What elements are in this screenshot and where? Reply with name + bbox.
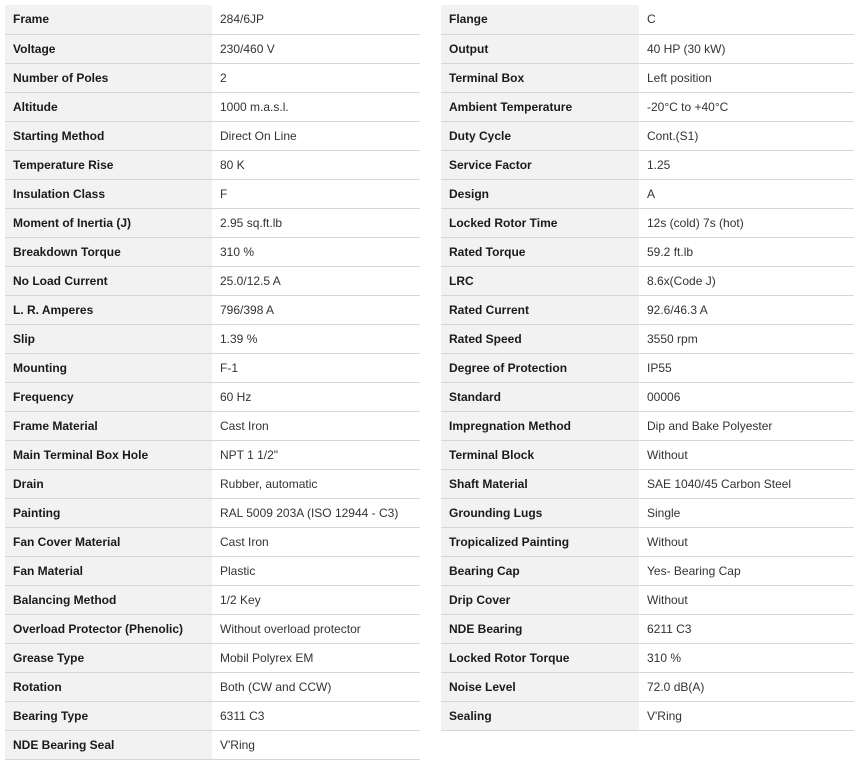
spec-value: 230/460 V — [212, 34, 420, 63]
spec-value: Both (CW and CCW) — [212, 672, 420, 701]
spec-value: C — [639, 5, 854, 34]
spec-label: Output — [441, 34, 639, 63]
spec-row — [441, 63, 854, 92]
spec-row — [441, 353, 854, 382]
spec-value: 1000 m.a.s.l. — [212, 92, 420, 121]
spec-label: L. R. Amperes — [5, 295, 212, 324]
spec-label: Shaft Material — [441, 469, 639, 498]
spec-label: Degree of Protection — [441, 353, 639, 382]
spec-value: Without — [639, 440, 854, 469]
spec-label: Frequency — [5, 382, 212, 411]
spec-label: Rated Speed — [441, 324, 639, 353]
spec-label: Slip — [5, 324, 212, 353]
spec-value: 92.6/46.3 A — [639, 295, 854, 324]
spec-label: Altitude — [5, 92, 212, 121]
spec-value: 796/398 A — [212, 295, 420, 324]
spec-row — [5, 266, 420, 295]
spec-value: Cast Iron — [212, 411, 420, 440]
spec-label: Breakdown Torque — [5, 237, 212, 266]
spec-value: 1.25 — [639, 150, 854, 179]
spec-value: -20°C to +40°C — [639, 92, 854, 121]
spec-row — [441, 556, 854, 585]
spec-label: Moment of Inertia (J) — [5, 208, 212, 237]
spec-label: Fan Cover Material — [5, 527, 212, 556]
spec-value: Left position — [639, 63, 854, 92]
spec-value: 59.2 ft.lb — [639, 237, 854, 266]
spec-label: Number of Poles — [5, 63, 212, 92]
spec-label: LRC — [441, 266, 639, 295]
spec-value: V'Ring — [212, 730, 420, 759]
spec-label: Bearing Cap — [441, 556, 639, 585]
spec-row — [441, 701, 854, 730]
spec-label: Balancing Method — [5, 585, 212, 614]
spec-label: Design — [441, 179, 639, 208]
spec-label: Terminal Box — [441, 63, 639, 92]
spec-value: 72.0 dB(A) — [639, 672, 854, 701]
spec-label: Service Factor — [441, 150, 639, 179]
spec-label: Rotation — [5, 672, 212, 701]
spec-label: Fan Material — [5, 556, 212, 585]
spec-label: Rated Torque — [441, 237, 639, 266]
spec-row — [5, 701, 420, 730]
spec-row — [441, 411, 854, 440]
spec-label: Insulation Class — [5, 179, 212, 208]
spec-row — [441, 614, 854, 643]
spec-value: SAE 1040/45 Carbon Steel — [639, 469, 854, 498]
spec-row — [5, 643, 420, 672]
spec-value: F — [212, 179, 420, 208]
spec-value: Dip and Bake Polyester — [639, 411, 854, 440]
spec-row — [5, 121, 420, 150]
spec-label: NDE Bearing — [441, 614, 639, 643]
spec-value: Rubber, automatic — [212, 469, 420, 498]
spec-label: NDE Bearing Seal — [5, 730, 212, 759]
spec-value: Cast Iron — [212, 527, 420, 556]
spec-label: Voltage — [5, 34, 212, 63]
spec-label: Drain — [5, 469, 212, 498]
spec-row — [5, 324, 420, 353]
spec-row — [441, 324, 854, 353]
spec-value: Mobil Polyrex EM — [212, 643, 420, 672]
spec-row — [441, 208, 854, 237]
spec-label: Duty Cycle — [441, 121, 639, 150]
spec-value: 2.95 sq.ft.lb — [212, 208, 420, 237]
spec-label: Main Terminal Box Hole — [5, 440, 212, 469]
spec-label: Locked Rotor Time — [441, 208, 639, 237]
spec-value: 25.0/12.5 A — [212, 266, 420, 295]
spec-value: F-1 — [212, 353, 420, 382]
spec-value: NPT 1 1/2" — [212, 440, 420, 469]
spec-row — [441, 295, 854, 324]
spec-value: 00006 — [639, 382, 854, 411]
spec-label: Ambient Temperature — [441, 92, 639, 121]
spec-row — [441, 179, 854, 208]
spec-row — [5, 730, 420, 759]
spec-value: Without — [639, 585, 854, 614]
spec-row — [5, 34, 420, 63]
spec-row — [441, 527, 854, 556]
spec-row — [5, 382, 420, 411]
spec-label: Frame Material — [5, 411, 212, 440]
spec-label: Sealing — [441, 701, 639, 730]
spec-row — [441, 672, 854, 701]
spec-row — [5, 295, 420, 324]
spec-row — [441, 121, 854, 150]
spec-label: No Load Current — [5, 266, 212, 295]
spec-value: Without overload protector — [212, 614, 420, 643]
spec-value: 2 — [212, 63, 420, 92]
spec-row — [5, 237, 420, 266]
spec-value: Without — [639, 527, 854, 556]
spec-value: 3550 rpm — [639, 324, 854, 353]
spec-value: 6311 C3 — [212, 701, 420, 730]
spec-value: Yes- Bearing Cap — [639, 556, 854, 585]
spec-row — [441, 440, 854, 469]
spec-row — [5, 150, 420, 179]
spec-label: Locked Rotor Torque — [441, 643, 639, 672]
spec-row — [441, 382, 854, 411]
spec-label: Impregnation Method — [441, 411, 639, 440]
spec-row — [5, 411, 420, 440]
spec-value: 1.39 % — [212, 324, 420, 353]
spec-row — [5, 63, 420, 92]
spec-label: Grounding Lugs — [441, 498, 639, 527]
spec-table-left-body — [5, 5, 420, 759]
spec-value: RAL 5009 203A (ISO 12944 - C3) — [212, 498, 420, 527]
spec-value: 310 % — [212, 237, 420, 266]
spec-row — [5, 556, 420, 585]
spec-value: 1/2 Key — [212, 585, 420, 614]
spec-row — [441, 643, 854, 672]
spec-label: Grease Type — [5, 643, 212, 672]
spec-row — [5, 527, 420, 556]
spec-label: Painting — [5, 498, 212, 527]
spec-value: 284/6JP — [212, 5, 420, 34]
spec-label: Overload Protector (Phenolic) — [5, 614, 212, 643]
spec-label: Tropicalized Painting — [441, 527, 639, 556]
spec-value: 310 % — [639, 643, 854, 672]
spec-value: 12s (cold) 7s (hot) — [639, 208, 854, 237]
spec-label: Rated Current — [441, 295, 639, 324]
spec-row — [441, 150, 854, 179]
spec-value: Direct On Line — [212, 121, 420, 150]
spec-row — [441, 585, 854, 614]
spec-value: A — [639, 179, 854, 208]
spec-label: Bearing Type — [5, 701, 212, 730]
spec-row — [441, 237, 854, 266]
spec-row — [441, 34, 854, 63]
spec-row — [441, 266, 854, 295]
spec-value: V'Ring — [639, 701, 854, 730]
spec-table-right — [441, 5, 854, 731]
spec-row — [5, 179, 420, 208]
spec-label: Flange — [441, 5, 639, 34]
spec-row — [5, 672, 420, 701]
spec-value: IP55 — [639, 353, 854, 382]
spec-value: 60 Hz — [212, 382, 420, 411]
spec-value: Single — [639, 498, 854, 527]
spec-label: Temperature Rise — [5, 150, 212, 179]
spec-value: Cont.(S1) — [639, 121, 854, 150]
spec-label: Noise Level — [441, 672, 639, 701]
spec-label: Starting Method — [5, 121, 212, 150]
spec-row — [441, 498, 854, 527]
spec-row — [5, 469, 420, 498]
spec-row — [5, 208, 420, 237]
spec-row — [5, 614, 420, 643]
spec-row — [5, 498, 420, 527]
spec-row — [5, 585, 420, 614]
spec-label: Drip Cover — [441, 585, 639, 614]
spec-value: 80 K — [212, 150, 420, 179]
spec-label: Terminal Block — [441, 440, 639, 469]
spec-row — [441, 92, 854, 121]
spec-row — [441, 5, 854, 34]
spec-row — [5, 353, 420, 382]
spec-row — [441, 469, 854, 498]
spec-table-left — [5, 5, 420, 760]
spec-value: 8.6x(Code J) — [639, 266, 854, 295]
spec-value: Plastic — [212, 556, 420, 585]
spec-label: Frame — [5, 5, 212, 34]
spec-row — [5, 440, 420, 469]
spec-label: Mounting — [5, 353, 212, 382]
spec-table-right-body — [441, 5, 854, 730]
spec-row — [5, 92, 420, 121]
spec-row — [5, 5, 420, 34]
spec-value: 6211 C3 — [639, 614, 854, 643]
spec-value: 40 HP (30 kW) — [639, 34, 854, 63]
spec-label: Standard — [441, 382, 639, 411]
